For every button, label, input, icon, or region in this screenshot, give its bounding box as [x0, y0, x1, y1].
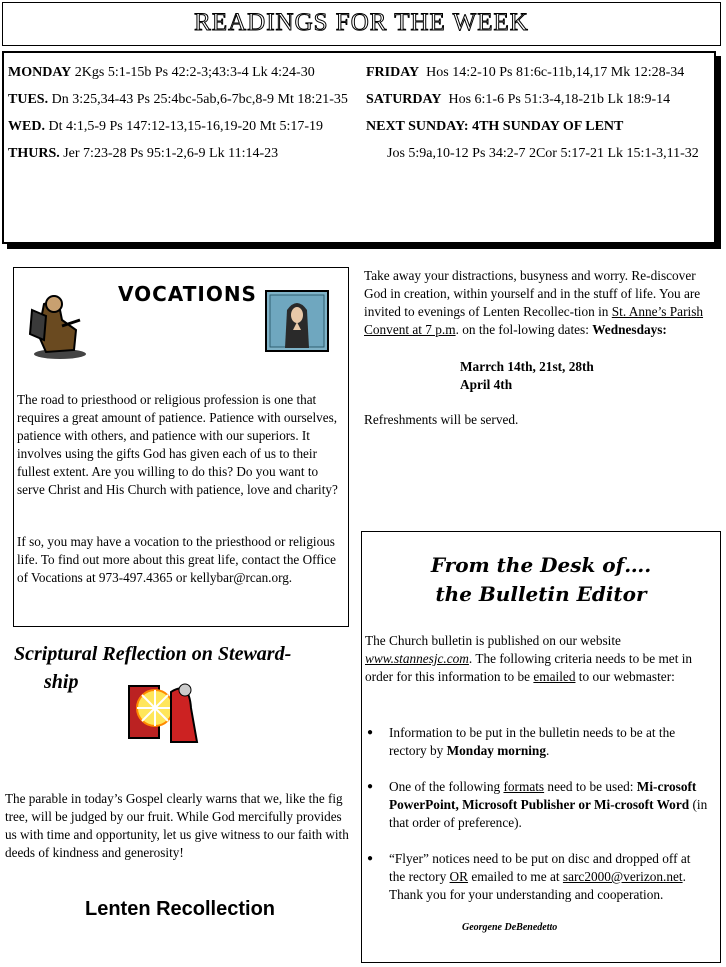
vocations-paragraph: If so, you may have a vocation to the priesthood or religious life. To find out more about this great life, contact the Office of Vocations at 973-497.4365 or kellybar@rcan.org. — [17, 534, 337, 585]
bulletin-editor-box: From the Desk of…. the Bulletin Editor The Church bulletin is published on our website www.stannesjc.com. The following criteria needs to be met in order for this information to be emailed to our webmaster: ● Information to be put in the bulletin needs to be at the rectory by Monday morning. ● One of the following formats need to be used: Mi-crosoft PowerPoint, Microsoft Publisher or Mi-crosoft Word (in that order of preference). ● “Flyer” notices need to be put on disc and dropped off at the rectory OR emailed to me at sarc2000@verizon.net. Thank you for your understanding and cooperation. Georgene DeBenedetto — [361, 531, 721, 963]
lenten-dates: Marrch 14th, 21st, 28th April 4th — [460, 359, 594, 392]
bullet-icon: ● — [367, 727, 374, 738]
reading-entry: TUES. Dn 3:25,34-43 Ps 25:4bc-5ab,6-7bc,8-9 Mt 18:21-35 — [8, 92, 348, 107]
lenten-text: Take away your distractions, busyness and worry. Re-discover God in creation, within yourself and in the stuff of life. You are invited to evenings of Lenten Recollec-tion in St. Anne’s Parish Convent at 7 p.m. on the fol-lowing dates: Wednesdays: — [364, 268, 704, 337]
reading-entry: Jos 5:9a,10-12 Ps 34:2-7 2Cor 5:17-21 Lk 15:1-3,11-32 — [387, 146, 699, 161]
praying-figure-icon — [24, 290, 92, 362]
email-link[interactable]: sarc2000@verizon.net — [562, 869, 683, 884]
website-link[interactable]: www.stannesjc.com — [365, 651, 469, 666]
page-header — [2, 2, 721, 46]
reading-entry: FRIDAY Hos 14:2-10 Ps 81:6c-11b,14,17 Mk 12:28-34 — [366, 65, 685, 80]
lenten-heading: Lenten Recollection — [84, 898, 276, 920]
reading-entry: NEXT SUNDAY: 4TH SUNDAY OF LENT — [366, 119, 624, 134]
desk-title: From the Desk of…. — [430, 553, 652, 577]
bullet-icon: ● — [367, 781, 374, 792]
vocations-paragraph: The road to priesthood or religious profession is one that requires a great amount of patience. Patience with ourselves, patience with others, and patience with our superiors. It involves using the gifts God has given each of us to their fullest extent. Are you willing to do this? Do you want to serve Christ and His Church with patience, love and charity? — [17, 392, 338, 497]
stewardship-text: The parable in today’s Gospel clearly warns that we, like the fig tree, will be judged by our fruit. While God mercifully provides us with time and opportunity, let us give witness to our faith with deeds of kindness and generosity! — [5, 791, 349, 860]
readings-left-column — [8, 59, 358, 167]
vocations-title: VOCATIONS — [118, 282, 257, 306]
convent-location: St. Anne’s Parish Convent at 7 p.m — [364, 304, 704, 337]
vocations-box — [13, 267, 349, 627]
stewardship-title: Scriptural Reflection on Steward- ship — [14, 643, 292, 693]
bullet-icon: ● — [367, 853, 374, 864]
reading-entry: MONDAY 2Kgs 5:1-15b Ps 42:2-3;43:3-4 Lk 4:24-30 — [8, 65, 315, 80]
refreshments-note: Refreshments will be served. — [364, 412, 519, 427]
angel-icon — [127, 672, 202, 747]
page-title: READINGS FOR THE WEEK — [194, 9, 529, 36]
reading-entry: THURS. Jer 7:23-28 Ps 95:1-2,6-9 Lk 11:14-23 — [8, 146, 279, 161]
desk-subtitle: the Bulletin Editor — [435, 582, 647, 606]
readings-right-column — [366, 59, 712, 167]
readings-box — [2, 51, 716, 244]
desk-intro: The Church bulletin is published on our website www.stannesjc.com. The following criteria needs to be met in order for this information to be emailed to our webmaster: — [365, 633, 693, 684]
reading-entry: SATURDAY Hos 6:1-6 Ps 51:3-4,18-21b Lk 18:9-14 — [366, 92, 671, 107]
signature: Georgene DeBenedetto — [462, 922, 558, 933]
reading-entry: WED. Dt 4:1,5-9 Ps 147:12-13,15-16,19-20 Mt 5:17-19 — [8, 119, 324, 134]
nun-icon — [265, 290, 329, 352]
